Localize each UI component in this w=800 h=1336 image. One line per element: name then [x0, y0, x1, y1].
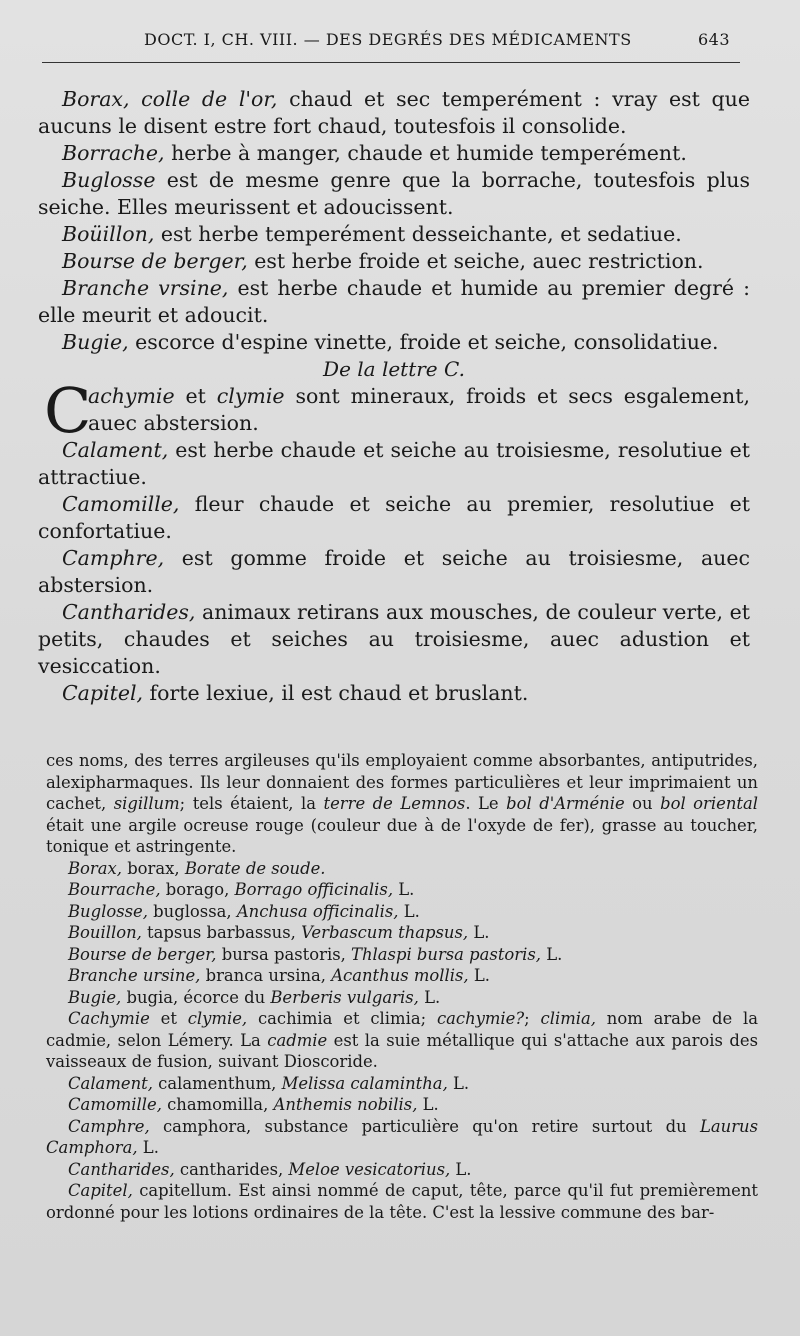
note-term: Branche ursine, [68, 966, 201, 985]
note-text: bursa pastoris, [216, 944, 352, 964]
note-text: L. [468, 923, 490, 942]
note-text: nom arabe de la cadmie, selon Lémery. La [46, 1009, 759, 1050]
note-term: Meloe vesicatorius, [288, 1159, 451, 1179]
entry-text: herbe à manger, chaude et humide temperément. [164, 141, 687, 165]
entry-branche [38, 275, 750, 329]
note-term: cadmie [267, 1030, 328, 1050]
entry-term: Buglosse [62, 168, 156, 192]
entry-text: et [174, 384, 217, 408]
header-rule [42, 62, 740, 63]
note-text: tapsus barbassus, [141, 923, 302, 942]
note-text: L. [137, 1138, 159, 1157]
entry-text: est herbe froide et seiche, auec restriction. [247, 249, 704, 273]
note-term: Calament, [68, 1073, 153, 1093]
entry-term: achymie [88, 384, 175, 408]
note-text: capitellum. Est ainsi nommé de caput, tête, parce qu'il fut premièrement ordonné pour les lotions ordinaires de la tête. C'est la lessive commune des bar- [46, 1181, 758, 1222]
note-term: Borax, [68, 858, 122, 878]
note-text: L. [418, 987, 441, 1007]
entry-borrache [38, 140, 750, 167]
entry-calament [38, 437, 750, 491]
note-text: bugia, écorce du [121, 987, 271, 1007]
footnotes [46, 750, 758, 1223]
entry-text: escorce d'espine vinette, froide et seiche, consolidatiue. [128, 330, 719, 354]
note-term: climia, [540, 1009, 596, 1028]
note-text: L. [398, 901, 420, 921]
section-title [38, 356, 750, 383]
entry-bugie [38, 329, 750, 356]
note-term: Verbascum thapsus, [301, 923, 469, 942]
entry-capitel [38, 680, 750, 707]
note-term: sigillum [113, 794, 180, 813]
entry-term: Capitel, [62, 681, 144, 705]
note-term: Berberis vulgaris, [270, 987, 419, 1007]
entry-text: sont mineraux, froids et secs esgalement, auec abstersion. [88, 384, 751, 435]
note-text: ou [624, 794, 661, 813]
note-calament [46, 1073, 758, 1095]
note-term: Bugie, [68, 987, 122, 1007]
note-branche [46, 965, 758, 987]
note-camphre [46, 1116, 758, 1159]
section-title-text: De la lettre C. [323, 357, 465, 381]
entry-term: Bourse de berger, [62, 249, 248, 273]
entry-term: Calament, [62, 438, 169, 462]
note-term: Bourrache, [68, 880, 161, 899]
note-term: Cantharides, [68, 1159, 175, 1179]
note-text: ; [524, 1009, 541, 1028]
note-text: cantharides, [174, 1159, 289, 1179]
entry-text: est herbe chaude et seiche au troisiesme, resolutiue et attractiue. [38, 438, 750, 489]
note-bouillon [46, 922, 758, 944]
entry-bourse [38, 248, 750, 275]
entry-term: Boüillon, [62, 222, 155, 246]
entry-term: Borrache, [62, 141, 165, 165]
note-text: ces noms, des terres argileuses qu'ils employaient comme absorbantes, antiputrides, alexipharmaques. Ils leur donnaient des formes particulières et leur imprimaient un cachet, [46, 751, 758, 813]
note-term: Bourse de berger, [68, 944, 217, 964]
note-continuation [46, 750, 758, 858]
note-term: Anchusa officinalis, [236, 901, 399, 921]
note-bugie [46, 987, 758, 1009]
entry-text: est herbe chaude et humide au premier degré : elle meurit et adoucit. [38, 276, 751, 327]
running-title: DOCT. I, CH. VIII. — DES DEGRÉS DES MÉDICAMENTS [144, 30, 632, 49]
entry-term: Cantharides, [62, 600, 196, 624]
note-term: Bouillon, [68, 923, 142, 942]
entry-term: Camomille, [62, 492, 180, 516]
note-text: chamomilla, [161, 1095, 274, 1114]
entry-text: est herbe temperément desseichante, et sedatiue. [154, 222, 682, 246]
note-text: cachimia et climia; [247, 1009, 437, 1028]
note-cachymie [46, 1008, 758, 1073]
note-text: borago, [160, 880, 235, 899]
note-term: Anthemis nobilis, [273, 1095, 418, 1114]
note-term: cachymie? [436, 1009, 525, 1028]
entry-text: est de mesme genre que la borrache, toutesfois plus seiche. Elles meurissent et adoucissent. [38, 168, 750, 219]
note-borax [46, 858, 758, 880]
note-term: Acanthus mollis, [331, 966, 469, 985]
note-term: Laurus Camphora, [46, 1116, 758, 1157]
entry-term: Borax, colle de l'or, [62, 87, 278, 111]
note-buglosse [46, 901, 758, 923]
entry-borax [38, 86, 750, 140]
note-term: bol d'Arménie [506, 794, 625, 813]
note-term: bol oriental [660, 794, 758, 813]
note-term: Camphre, [68, 1116, 150, 1136]
entry-text: fleur chaude et seiche au premier, resolutiue et confortatiue. [38, 492, 750, 543]
note-term: Borrago officinalis, [234, 880, 394, 899]
note-term: Melissa calamintha, [281, 1073, 448, 1093]
note-term: terre de Lemnos [323, 794, 466, 813]
note-bourse [46, 944, 758, 966]
note-camomille [46, 1094, 758, 1116]
note-term: Thlaspi bursa pastoris, [351, 944, 541, 964]
entry-term: Branche vrsine, [62, 276, 229, 300]
note-capitel [46, 1180, 758, 1223]
entry-text: chaud et sec temperément : vray est que aucuns le disent estre fort chaud, toutesfois il consolide. [38, 87, 751, 138]
note-text: L. [468, 966, 490, 985]
note-term: Buglosse, [68, 901, 148, 921]
note-text: buglossa, [147, 901, 237, 921]
entry-cachymie [38, 374, 751, 447]
entry-camomille [38, 491, 750, 545]
entry-term: Bugie, [62, 330, 129, 354]
note-text: et [149, 1009, 188, 1028]
entry-text: forte lexiue, il est chaud et bruslant. [143, 681, 529, 705]
page-number: 643 [697, 30, 730, 49]
entry-term: Camphre, [62, 546, 165, 570]
drop-cap: C [44, 374, 92, 447]
note-text: calamenthum, [152, 1073, 282, 1093]
main-text [38, 86, 750, 707]
note-text: L. [417, 1095, 439, 1114]
note-text: L. [450, 1159, 472, 1179]
note-term: clymie, [187, 1009, 248, 1028]
note-text: ; tels étaient, la [179, 794, 324, 813]
entry-bouillon [38, 221, 750, 248]
note-term: Capitel, [68, 1181, 133, 1200]
note-text: branca ursina, [200, 966, 332, 985]
note-text: L. [393, 880, 415, 899]
entry-buglosse [38, 167, 750, 221]
note-text: camphora, substance particulière qu'on retire surtout du [149, 1116, 700, 1136]
entry-camphre [38, 545, 750, 599]
note-text: était une argile ocreuse rouge (couleur due à de l'oxyde de fer), grasse au toucher, tonique et astringente. [46, 815, 758, 856]
note-term: Borate de soude. [184, 858, 326, 878]
note-borrache [46, 879, 758, 901]
entry-text: animaux retirans aux mousches, de couleur verte, et petits, chaudes et seiches au troisiesme, auec adustion et vesiccation. [38, 600, 750, 678]
note-text: . Le [465, 794, 507, 813]
note-term: Camomille, [68, 1095, 162, 1114]
note-term: Cachymie [68, 1009, 150, 1028]
entry-cantharides [38, 599, 750, 680]
entry-term: clymie [216, 384, 285, 408]
note-text: borax, [121, 858, 185, 878]
note-cantharides [46, 1159, 758, 1181]
note-text: L. [447, 1073, 470, 1093]
note-text: est la suie métallique qui s'attache aux parois des vaisseaux de fusion, suivant Dioscoride. [46, 1030, 758, 1071]
note-text: L. [541, 944, 563, 964]
entry-text: est gomme froide et seiche au troisiesme, auec abstersion. [38, 546, 750, 597]
